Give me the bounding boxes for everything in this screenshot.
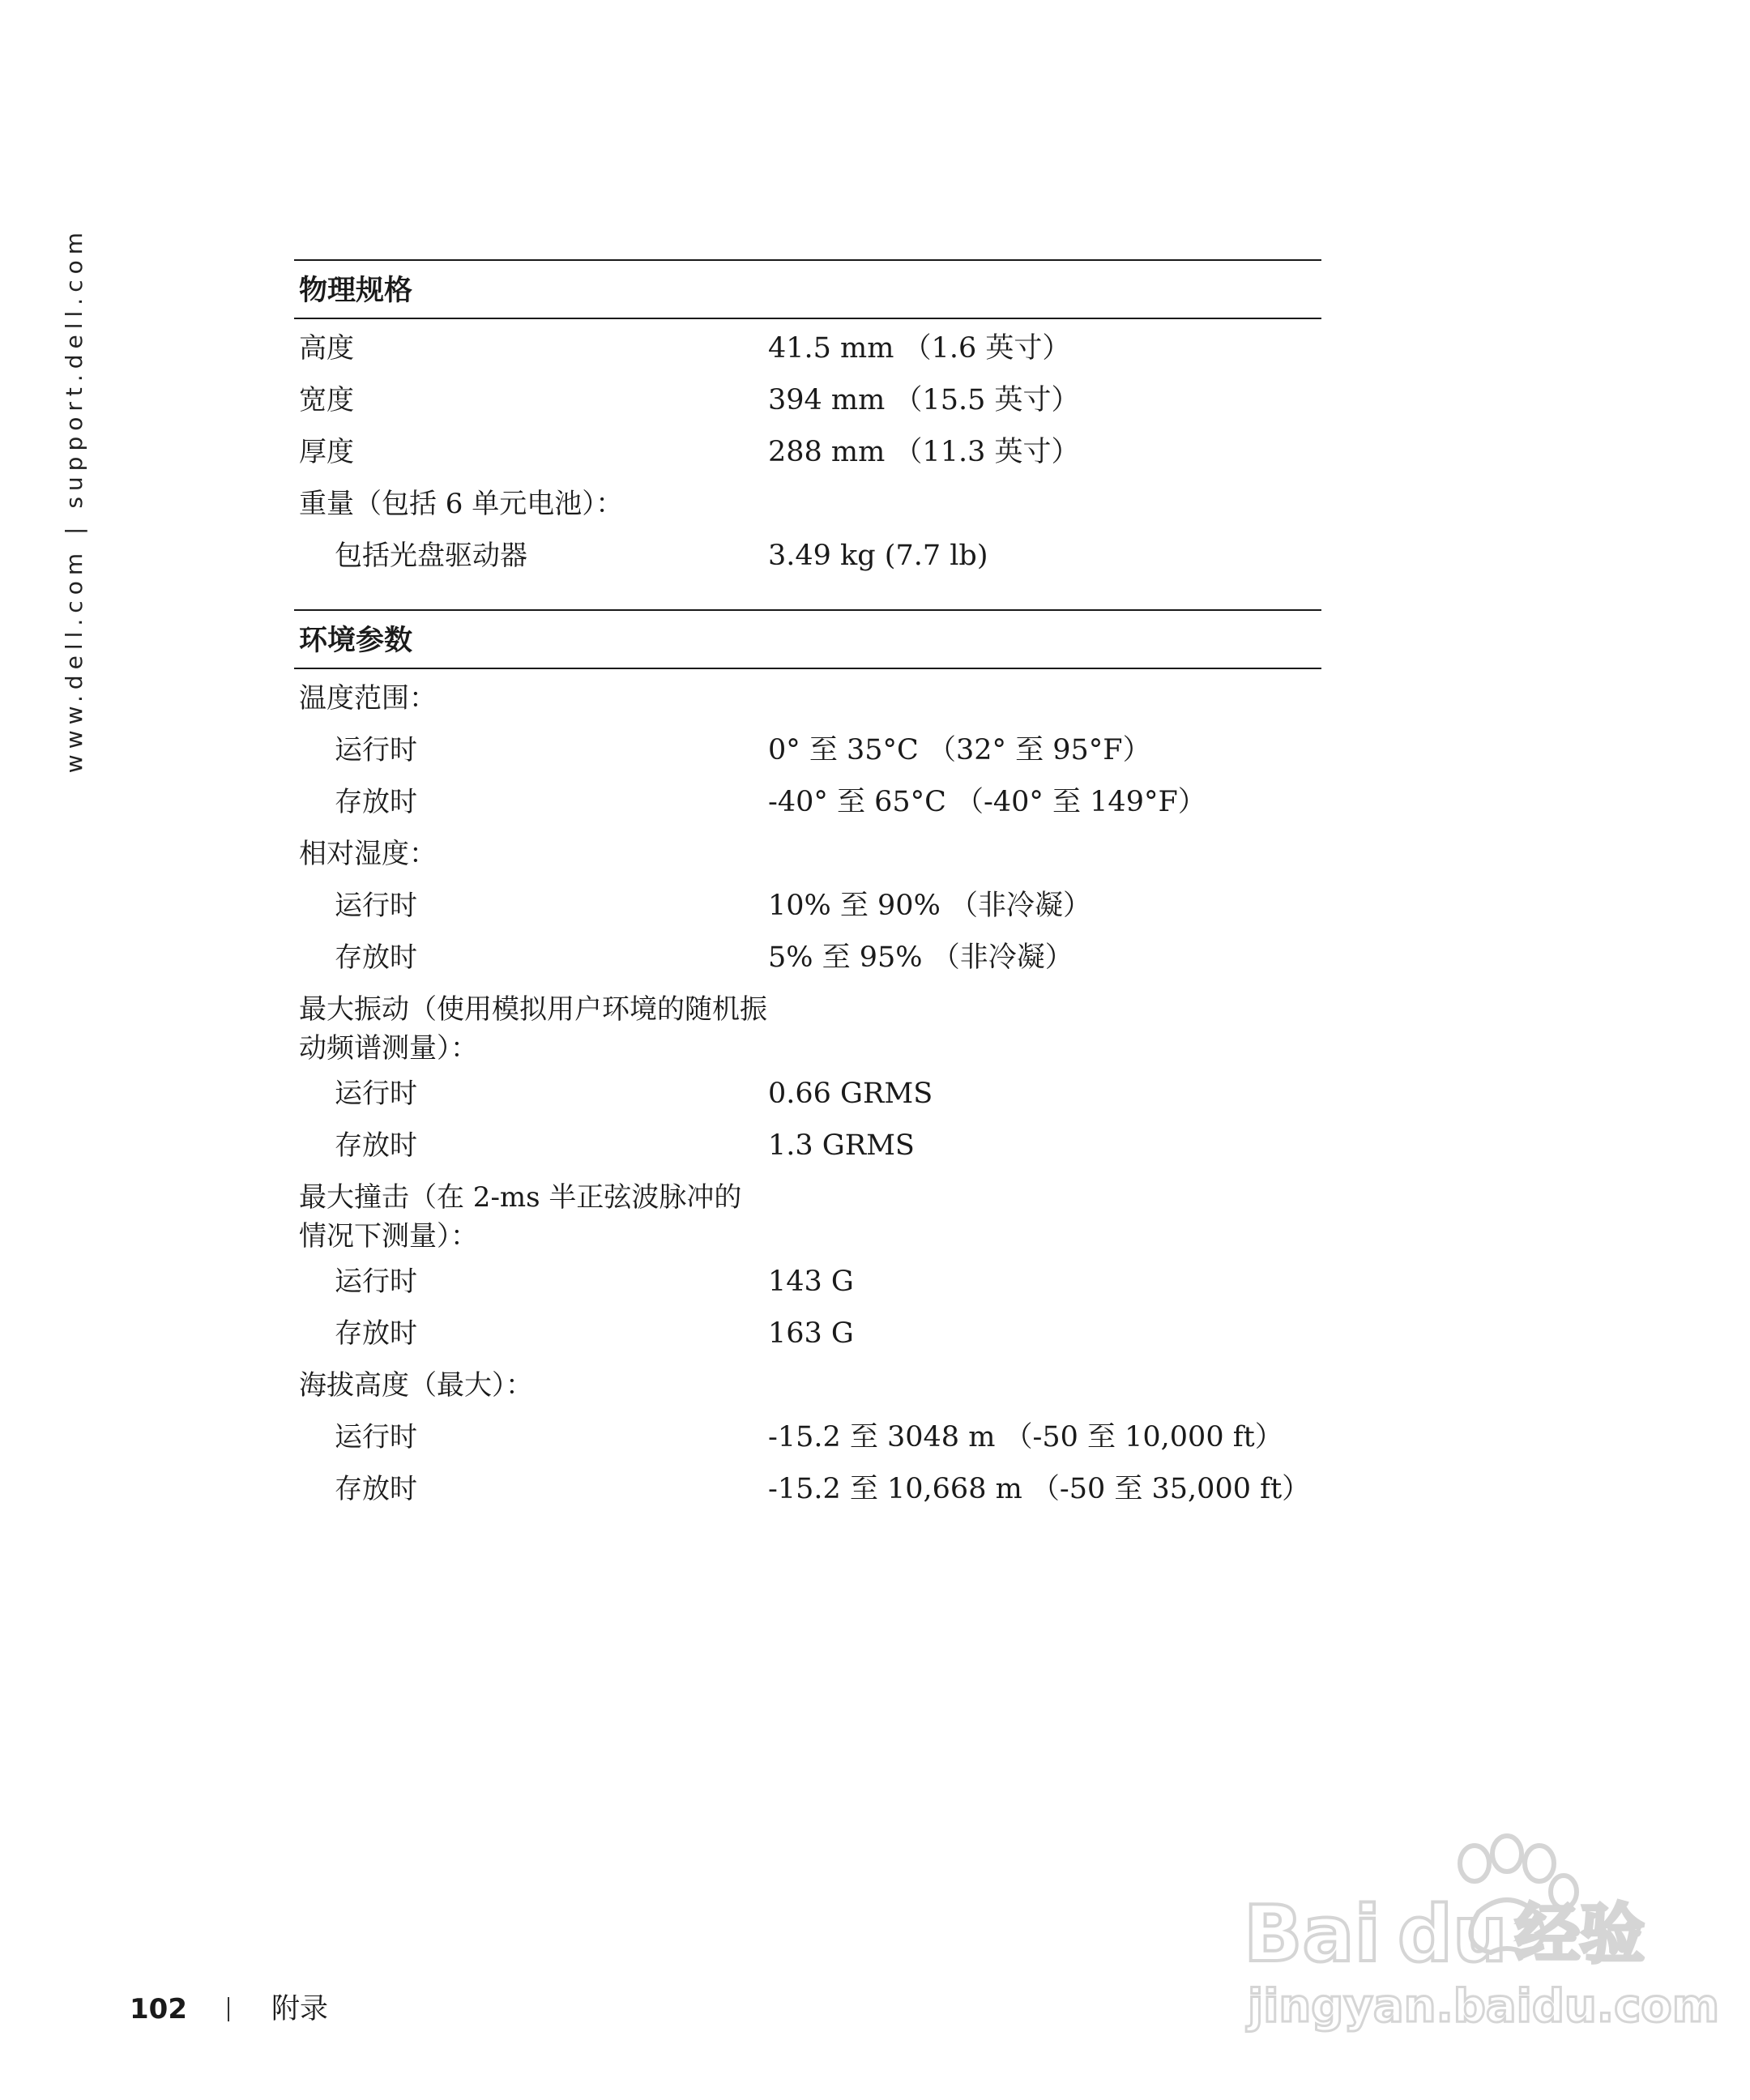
watermark-brand-suffix: du xyxy=(1398,1890,1508,1979)
spec-label: 存放时 xyxy=(335,1317,417,1350)
spec-row xyxy=(294,883,1321,935)
spec-value: 0.66 GRMS xyxy=(768,1078,933,1110)
spec-label: 温度范围： xyxy=(299,682,437,715)
spec-rows xyxy=(294,319,1321,585)
spec-value: 10% 至 90% （非冷凝） xyxy=(768,890,1091,922)
spec-label: 包括光盘驱动器 xyxy=(335,540,527,572)
spec-row xyxy=(294,728,1321,779)
spec-row xyxy=(294,533,1321,585)
spec-row xyxy=(294,1311,1321,1363)
spec-value: 394 mm （15.5 英寸） xyxy=(768,384,1080,416)
spec-label: 最大撞击（在 2-ms 半正弦波脉冲的情况下测量）： xyxy=(299,1181,742,1253)
spec-label: 海拔高度（最大）： xyxy=(299,1369,533,1402)
spec-row xyxy=(294,831,1321,883)
watermark-brand: Bai xyxy=(1244,1890,1381,1979)
spec-row xyxy=(294,429,1321,481)
spec-row xyxy=(294,1175,1321,1259)
spec-label: 存放时 xyxy=(335,1129,417,1162)
spec-value: 5% 至 95% （非冷凝） xyxy=(768,941,1073,974)
spec-value: 288 mm （11.3 英寸） xyxy=(768,436,1080,468)
spec-value: -15.2 至 3048 m （-50 至 10,000 ft） xyxy=(768,1421,1283,1453)
environment-section xyxy=(294,609,1321,1518)
spec-value: 143 G xyxy=(768,1266,854,1298)
watermark-product: 经验 xyxy=(1515,1897,1645,1972)
baidu-watermark xyxy=(1244,1823,1720,2034)
spec-label: 运行时 xyxy=(335,1266,417,1298)
page-number: 102 xyxy=(130,1993,187,2025)
spec-row xyxy=(294,1071,1321,1123)
spec-label: 运行时 xyxy=(335,734,417,766)
section-title: 物理规格 xyxy=(294,259,1321,319)
spec-row xyxy=(294,1466,1321,1518)
spec-row xyxy=(294,481,1321,533)
spec-row xyxy=(294,1259,1321,1311)
spec-row xyxy=(294,1415,1321,1466)
footer-separator xyxy=(228,1997,229,2021)
spec-row xyxy=(294,326,1321,378)
spec-content xyxy=(294,259,1321,1543)
spec-label: 宽度 xyxy=(299,384,354,416)
spec-label: 运行时 xyxy=(335,1421,417,1453)
spec-row xyxy=(294,378,1321,429)
spec-value: 3.49 kg (7.7 lb) xyxy=(768,540,988,572)
spec-label: 存放时 xyxy=(335,1473,417,1505)
spec-value: -40° 至 65°C （-40° 至 149°F） xyxy=(768,786,1206,818)
spec-row xyxy=(294,779,1321,831)
spec-label: 运行时 xyxy=(335,1078,417,1110)
page-footer xyxy=(130,1989,328,2030)
spec-value: 1.3 GRMS xyxy=(768,1129,915,1162)
spec-value: 41.5 mm （1.6 英寸） xyxy=(768,332,1071,365)
spec-label: 重量（包括 6 单元电池）： xyxy=(299,488,624,520)
spec-label: 高度 xyxy=(299,332,354,365)
spec-label: 存放时 xyxy=(335,786,417,818)
spec-label: 相对湿度： xyxy=(299,838,437,870)
spec-label: 运行时 xyxy=(335,890,417,922)
spec-rows xyxy=(294,669,1321,1518)
spec-label: 存放时 xyxy=(335,941,417,974)
spec-value: -15.2 至 10,668 m （-50 至 35,000 ft） xyxy=(768,1473,1311,1505)
watermark-url: jingyan.baidu.com xyxy=(1248,1980,1720,2033)
spec-value: 163 G xyxy=(768,1317,854,1350)
spec-row xyxy=(294,935,1321,987)
spec-label: 厚度 xyxy=(299,436,354,468)
spec-label: 最大振动（使用模拟用户环境的随机振动频谱测量）： xyxy=(299,993,767,1065)
section-title: 环境参数 xyxy=(294,609,1321,669)
spec-row xyxy=(294,987,1321,1071)
side-url: www.dell.com | support.dell.com xyxy=(61,227,88,774)
spec-row xyxy=(294,1123,1321,1175)
physical-specs-section xyxy=(294,259,1321,585)
spec-value: 0° 至 35°C （32° 至 95°F） xyxy=(768,734,1151,766)
spec-row xyxy=(294,1363,1321,1415)
spec-row xyxy=(294,676,1321,728)
chapter-name: 附录 xyxy=(271,1993,328,2025)
